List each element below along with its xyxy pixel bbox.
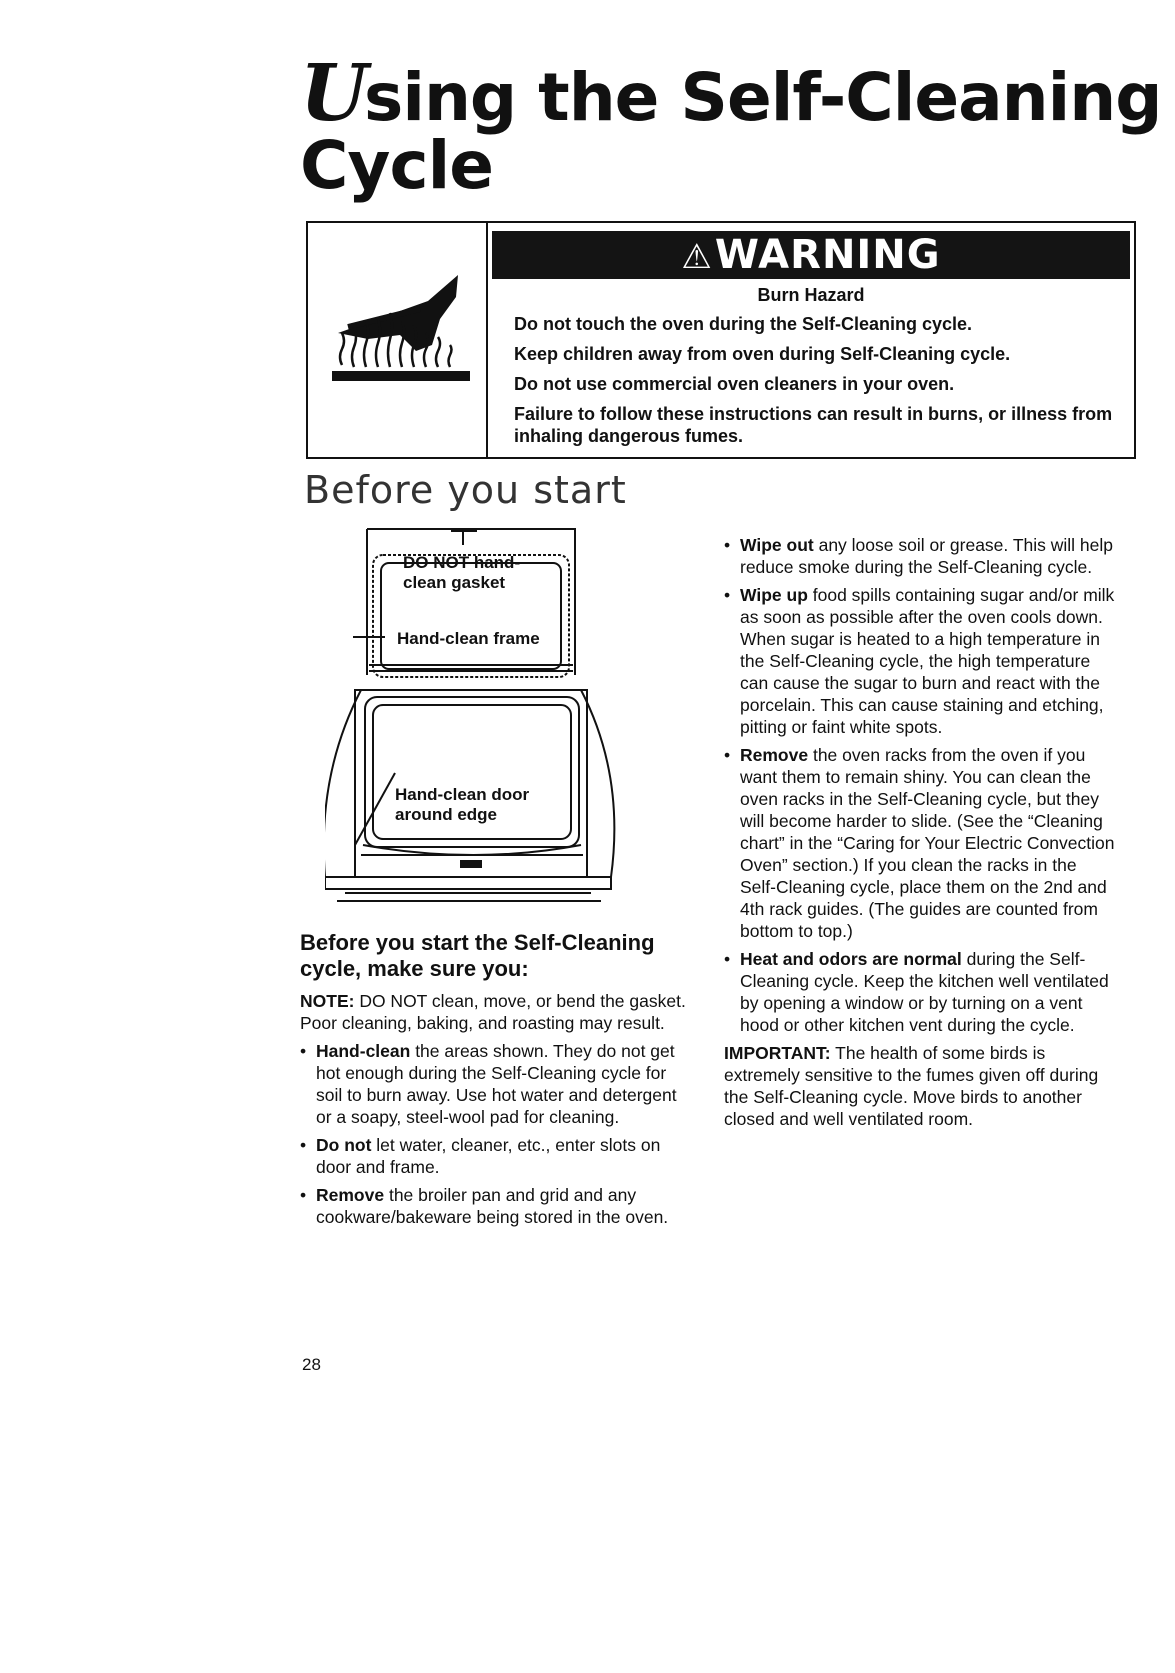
warning-banner [492,231,1130,279]
important-text: The health of some birds is extremely sensitive to the fumes given off during the Self-Cleaning cycle. Move birds to another closed and well ventilated room. [724,1043,1099,1129]
right-column [724,534,1116,1136]
warning-text [514,313,1114,455]
page-number: 28 [302,1355,321,1374]
important-label: IMPORTANT: [724,1043,831,1063]
list-item [724,534,1116,578]
bullet-text: any loose soil or grease. This will help reduce smoke during the Self-Cleaning cycle. [740,535,1113,577]
bullet-lead: Heat and odors are normal [740,949,962,969]
bullet-lead: Wipe out [740,535,814,555]
title-initial: U [300,48,365,139]
page-title [300,48,1162,204]
bullet-text: the areas shown. They do not get hot enough during the Self-Cleaning cycle for soil to burn away. Use hot water and detergent or a soapy, steel-wool pad for cleaning. [316,1041,677,1127]
bullet-icon: • [724,949,731,969]
frame-label: Hand-clean frame [397,629,540,648]
bullet-text: let water, cleaner, etc., enter slots on door and frame. [316,1135,661,1177]
note-paragraph [300,990,695,1034]
list-item [300,1134,695,1178]
bullet-lead: Do not [316,1135,372,1155]
warning-line: Do not touch the oven during the Self-Cleaning cycle. [514,314,973,334]
warning-line: Keep children away from oven during Self-Cleaning cycle. [514,344,1011,364]
door-label: Hand-clean door around edge [395,785,530,824]
bullet-icon: • [300,1041,307,1061]
list-item [724,584,1116,738]
warning-heading: Burn Hazard [757,285,865,305]
bullet-icon: • [724,745,731,765]
gasket-label: DO NOT hand-clean gasket [403,553,521,592]
warning-icon-cell [308,223,488,457]
warning-banner-text: WARNING [714,232,941,278]
list-item [724,744,1116,942]
bullet-text: during the Self-Cleaning cycle. Keep the kitchen well ventilated by opening a window or by turning on a vent hood or other kitchen vent during the cycle. [740,949,1109,1035]
bullet-icon: • [300,1185,307,1205]
list-item [300,1040,695,1128]
bullet-icon: • [724,535,731,555]
note-text: DO NOT clean, move, or bend the gasket. Poor cleaning, baking, and roasting may result. [300,991,686,1033]
warning-triangle-icon: ⚠ [681,237,713,277]
bullet-text: the broiler pan and grid and any cookware/bakeware being stored in the oven. [316,1185,669,1227]
bullet-lead: Remove [316,1185,385,1205]
note-label: NOTE: [300,991,355,1011]
warning-line: Do not use commercial oven cleaners in your oven. [514,374,955,394]
list-item [300,1184,695,1228]
oven-door-diagram [325,525,647,911]
list-item [724,948,1116,1036]
hand-over-hot-surface-icon [308,223,486,457]
warning-line: Failure to follow these instructions can result in burns, or illness from inhaling dangerous fumes. [514,404,1113,446]
warning-box [306,221,1136,459]
left-column [300,930,695,1234]
bullet-text: food spills containing sugar and/or milk as soon as possible after the oven cools down. When sugar is heated to a high temperature in the Self-Cleaning cycle, the high temperature can cause the sugar to burn and react with the porcelain. This can cause staining and etching, pitting or faint white spots. [740,585,1115,737]
section-heading: Before you start [304,468,627,512]
checklist-heading: Before you start the Self-Cleaning cycle, make sure you: [300,930,655,981]
bullet-lead: Remove [740,745,809,765]
bullet-icon: • [724,585,731,605]
bullet-icon: • [300,1135,307,1155]
bullet-lead: Wipe up [740,585,808,605]
title-line-1: sing the Self-Cleaning [364,59,1162,136]
bullet-lead: Hand-clean [316,1041,411,1061]
bullet-text: the oven racks from the oven if you want them to remain shiny. You can clean the oven racks in the Self-Cleaning cycle, but they will become harder to slide. (See the “Cleaning chart” in the “Caring for Your Electric Convection Oven” section.) If you clean the racks in the Self-Cleaning cycle, place them on the 2nd and 4th rack guides. (The guides are counted from bottom to top.) [740,745,1115,941]
important-paragraph [724,1042,1116,1130]
title-line-2: Cycle [300,127,493,204]
